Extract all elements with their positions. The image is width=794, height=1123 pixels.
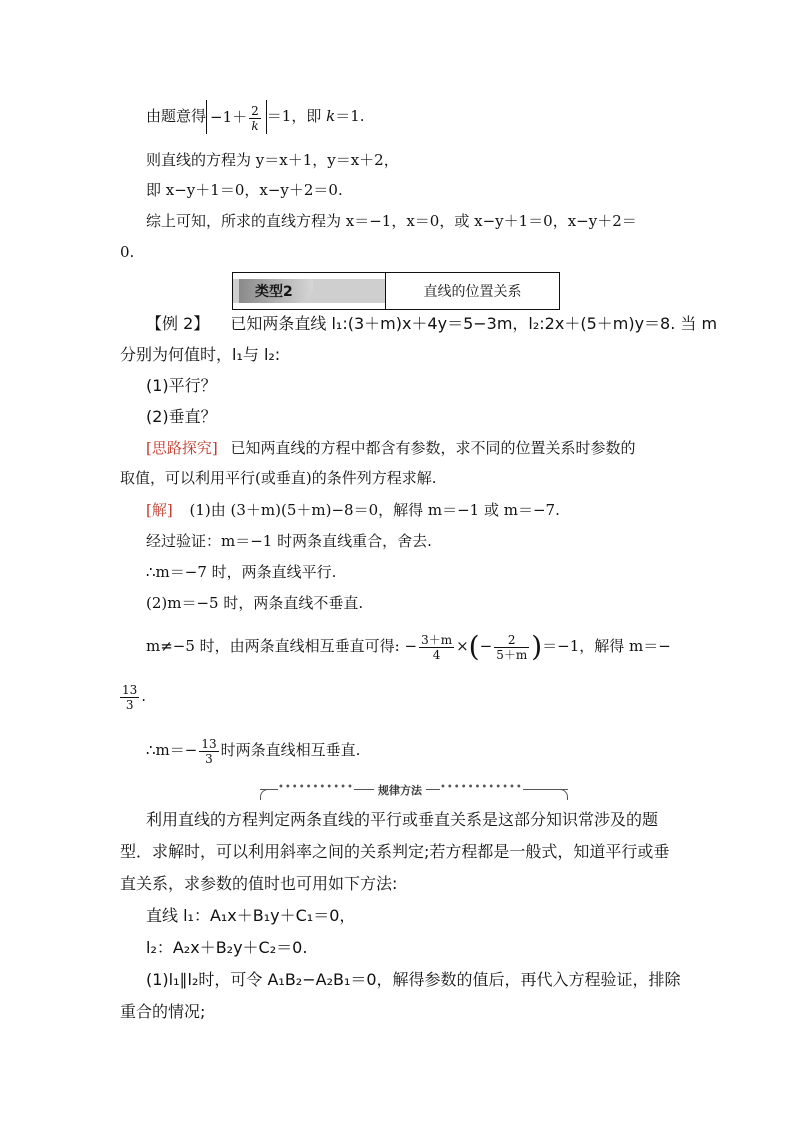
method-line-1: 利用直线的方程判定两条直线的平行或垂直关系是这部分知识常涉及的题: [146, 810, 659, 829]
equation-text: 由题意得: [146, 107, 207, 125]
fraction: [494, 633, 529, 662]
solution-text: ∴m＝−: [146, 741, 198, 759]
divider-dots-left: •••••••••••: [278, 782, 354, 793]
type-title: 直线的位置关系: [423, 284, 522, 300]
fraction-denominator: 3: [125, 697, 134, 712]
hint-line-1: [146, 438, 636, 458]
equation-line-1: [146, 96, 365, 136]
solution-line-6: [118, 676, 146, 716]
solution-line-7: [146, 730, 360, 770]
hint-tag: [思路探究]: [146, 439, 218, 457]
divider-left-cap: [260, 789, 271, 800]
method-line-7: 重合的情况;: [120, 1002, 206, 1021]
example-question-text: 已知两条直线 l₁:(3＋m)x＋4y＝5−3m，l₂:2x＋(5＋m)y＝8. 当 m: [230, 314, 718, 333]
fraction-denominator: k: [251, 118, 259, 133]
type-label-panel: [233, 273, 386, 309]
text-line-5: 0.: [120, 243, 135, 261]
method-line-6: (1)l₁∥l₂时，可令 A₁B₂−A₂B₁＝0，解得参数的值后，再代入方程验证，排除: [146, 970, 681, 989]
divider-right-cap: [557, 789, 568, 800]
solution-text: m≠−5 时，由两条直线相互垂直可得: −: [146, 637, 418, 655]
solution-line-2: 经过验证：m＝−1 时两条直线重合，舍去.: [146, 532, 432, 550]
fraction: [249, 104, 261, 133]
fraction-numerator: 13: [122, 682, 138, 697]
method-line-3: 直关系，求参数的值时也可用如下方法:: [120, 874, 398, 893]
example-question-line-2: 分别为何值时，l₁与 l₂:: [120, 345, 281, 364]
example-tag: 【例 2】: [146, 314, 210, 333]
fraction-denominator: 5＋m: [496, 647, 528, 662]
example-question-line-1: [146, 314, 717, 334]
divider-dots-right: ••••••••••••: [440, 782, 523, 793]
text-line-3: 即 x−y＋1＝0，x−y＋2＝0.: [146, 181, 343, 199]
hint-text: 已知两直线的方程中都含有参数，求不同的位置关系时参数的: [230, 439, 636, 457]
method-line-5: l₂：A₂x＋B₂y＋C₂＝0.: [146, 938, 308, 957]
solution-line-3: ∴m＝−7 时，两条直线平行.: [146, 563, 337, 581]
fraction-numerator: 2: [494, 633, 529, 648]
solution-line-1: [146, 500, 560, 520]
fraction: [419, 633, 454, 662]
solution-text: 时两条直线相互垂直.: [220, 741, 361, 759]
method-divider: [260, 782, 568, 798]
equation-text: ＝1.: [335, 107, 365, 125]
solution-line-4: (2)m＝−5 时，两条直线不垂直.: [146, 594, 364, 612]
text-line-2: 则直线的方程为 y＝x＋1，y＝x＋2，: [146, 151, 399, 169]
text-line-4: 综上可知，所求的直线方程为 x＝−1，x＝0，或 x−y＋1＝0，x−y＋2＝: [146, 212, 637, 230]
section-type-header: [232, 272, 560, 310]
minus-sign: −: [479, 637, 493, 655]
method-title: 规律方法: [374, 782, 426, 798]
fraction-numerator: 13: [201, 736, 217, 751]
solution-text: (1)由 (3＋m)(5＋m)−8＝0，解得 m＝−1 或 m＝−7.: [189, 501, 560, 519]
solution-line-5: [146, 626, 671, 666]
fraction-denominator: 4: [432, 647, 441, 662]
fraction: [120, 683, 139, 712]
question-part-2: (2)垂直？: [146, 407, 217, 426]
question-part-1: (1)平行？: [146, 376, 217, 395]
hint-line-2: 取值，可以利用平行(或垂直)的条件列方程求解.: [120, 469, 437, 487]
absolute-value-expression: [206, 100, 267, 134]
period: .: [141, 687, 147, 705]
variable-k: k: [326, 107, 336, 125]
abs-expression-text: −1＋: [210, 108, 248, 126]
fraction: [199, 737, 218, 766]
left-paren: (: [468, 630, 480, 663]
times-sign: ×: [456, 637, 469, 655]
right-paren: ): [531, 630, 543, 663]
fraction-denominator: 3: [205, 751, 213, 766]
method-line-2: 型．求解时，可以利用斜率之间的关系判定;若方程都是一般式，知道平行或垂: [120, 842, 670, 861]
fraction-numerator: 3＋m: [421, 632, 453, 647]
method-line-4: 直线 l₁：A₁x＋B₁y＋C₁＝0，: [146, 906, 356, 925]
equation-text: ＝1，即: [266, 107, 327, 125]
solution-tag: [解]: [146, 501, 173, 519]
type-label: 类型2: [255, 284, 293, 300]
fraction-numerator: 2: [251, 103, 259, 118]
solution-text: ＝−1，解得 m＝−: [542, 637, 671, 655]
